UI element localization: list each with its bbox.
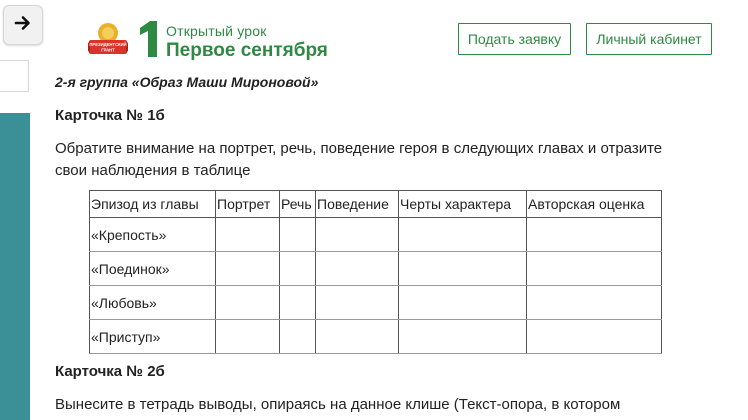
table-cell xyxy=(527,252,662,286)
table-cell: «Любовь» xyxy=(90,286,216,320)
table-cell xyxy=(316,252,399,286)
site-header xyxy=(30,0,748,72)
table-cell xyxy=(280,218,316,252)
table-cell xyxy=(316,320,399,354)
logo-title: Первое сентября xyxy=(166,39,328,61)
svg-text:ПРЕЗИДЕНТСКИЙ: ПРЕЗИДЕНТСКИЙ xyxy=(89,42,127,47)
arrow-right-icon xyxy=(14,14,32,37)
table-header-row xyxy=(90,191,662,218)
card-1-instruction: Обратите внимание на портрет, речь, поведение героя в следующих главах и отразите свои наблюдения в таблице xyxy=(55,140,663,179)
section-title: 2-я группа «Образ Маши Мироновой» xyxy=(55,74,319,90)
table-cell xyxy=(216,218,280,252)
table-cell xyxy=(399,286,527,320)
site-logo[interactable] xyxy=(88,20,328,63)
card-2-title: Карточка № 2б xyxy=(55,363,165,380)
table-cell xyxy=(527,320,662,354)
table-row xyxy=(90,218,662,252)
left-panel-tab[interactable] xyxy=(0,60,29,92)
column-header: Черты характера xyxy=(399,191,527,218)
table-cell xyxy=(316,286,399,320)
column-header: Эпизод из главы xyxy=(90,191,216,218)
table-row xyxy=(90,252,662,286)
card-2-instruction: Вынесите в тетрадь выводы, опираясь на данное клише (Текст-опора, в котором xyxy=(55,396,621,413)
back-button[interactable] xyxy=(3,5,43,45)
table-cell xyxy=(399,252,527,286)
card-1-title: Карточка № 1б xyxy=(55,107,165,124)
observation-table xyxy=(89,190,662,354)
column-header: Портрет xyxy=(216,191,280,218)
table-cell: «Поединок» xyxy=(90,252,216,286)
table-cell xyxy=(399,320,527,354)
column-header: Речь xyxy=(280,191,316,218)
table-row xyxy=(90,286,662,320)
personal-cabinet-button[interactable]: Личный кабинет xyxy=(586,23,712,55)
table-cell xyxy=(527,286,662,320)
one-logo-icon xyxy=(138,20,158,63)
table-cell: «Приступ» xyxy=(90,320,216,354)
table-cell xyxy=(280,286,316,320)
table-cell xyxy=(280,320,316,354)
table-cell xyxy=(316,218,399,252)
table-cell xyxy=(216,320,280,354)
table-cell xyxy=(399,218,527,252)
table-cell xyxy=(280,252,316,286)
table-cell: «Крепость» xyxy=(90,218,216,252)
column-header: Поведение xyxy=(316,191,399,218)
apply-button[interactable]: Подать заявку xyxy=(458,23,571,55)
table-cell xyxy=(527,218,662,252)
table-row xyxy=(90,320,662,354)
table-cell xyxy=(216,286,280,320)
table-cell xyxy=(216,252,280,286)
column-header: Авторская оценка xyxy=(527,191,662,218)
svg-text:ГРАНТ: ГРАНТ xyxy=(101,47,115,53)
left-teal-strip xyxy=(0,113,30,420)
logo-subtitle: Открытый урок xyxy=(166,22,267,39)
presidential-grant-icon xyxy=(88,21,128,62)
